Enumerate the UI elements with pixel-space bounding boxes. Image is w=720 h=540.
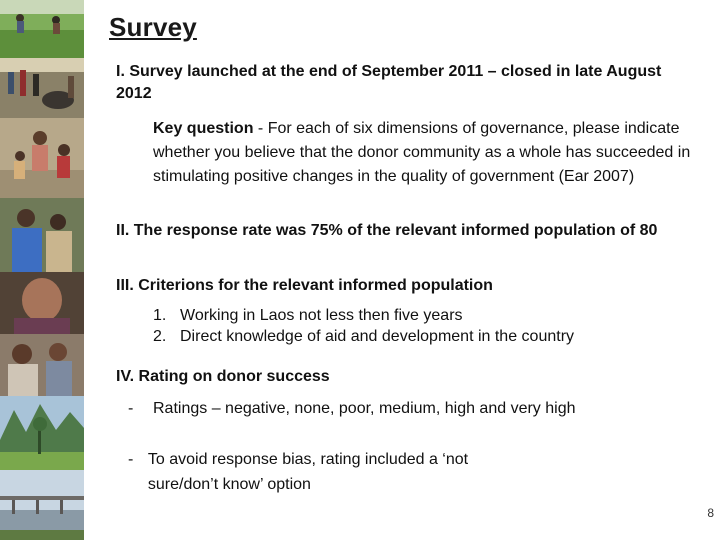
criteria-item	[153, 326, 574, 347]
criteria-item	[153, 305, 574, 326]
bullet-item	[116, 396, 676, 421]
photo-strip	[0, 0, 84, 540]
section-1-launch: I. Survey launched at the end of September 2011 – closed in late August 2012	[116, 63, 662, 102]
criteria-number: 1.	[153, 307, 167, 324]
criteria-text: Working in Laos not less then five years	[180, 307, 463, 324]
key-question-text: - For each of six dimensions of governance, please indicate whether you believe that the donor community as a whole has succeeded in stimulating positive changes in the quality of government (Ear 2007)	[153, 120, 691, 185]
slide-title: Survey	[109, 12, 197, 42]
criteria-number: 2.	[153, 328, 167, 345]
bullet-item	[116, 447, 536, 497]
photo-elder	[0, 272, 84, 334]
page-number: 8	[707, 506, 714, 520]
bullet-text: To avoid response bias, rating included a ‘not sure/don’t know’ option	[147, 451, 469, 493]
key-question	[153, 117, 693, 189]
photo-landscape	[0, 396, 84, 470]
bullet-dash: -	[128, 451, 134, 468]
photo-bridge	[0, 470, 84, 540]
bullet-dash: -	[128, 400, 134, 417]
photo-village-people	[0, 58, 84, 118]
photo-women	[0, 198, 84, 272]
section-3-criterions: III. Criterions for the relevant informed population	[116, 277, 493, 294]
bullet-text: Ratings – negative, none, poor, medium, high and very high	[153, 400, 576, 417]
section-2-response-rate: II. The response rate was 75% of the relevant informed population of 80	[116, 222, 658, 239]
photo-rice-field	[0, 0, 84, 58]
photo-family	[0, 118, 84, 198]
key-question-label: Key question	[153, 120, 254, 137]
section-4-rating: IV. Rating on donor success	[116, 368, 330, 385]
criteria-text: Direct knowledge of aid and development in the country	[180, 328, 575, 345]
criteria-list	[153, 305, 574, 347]
photo-children	[0, 334, 84, 396]
